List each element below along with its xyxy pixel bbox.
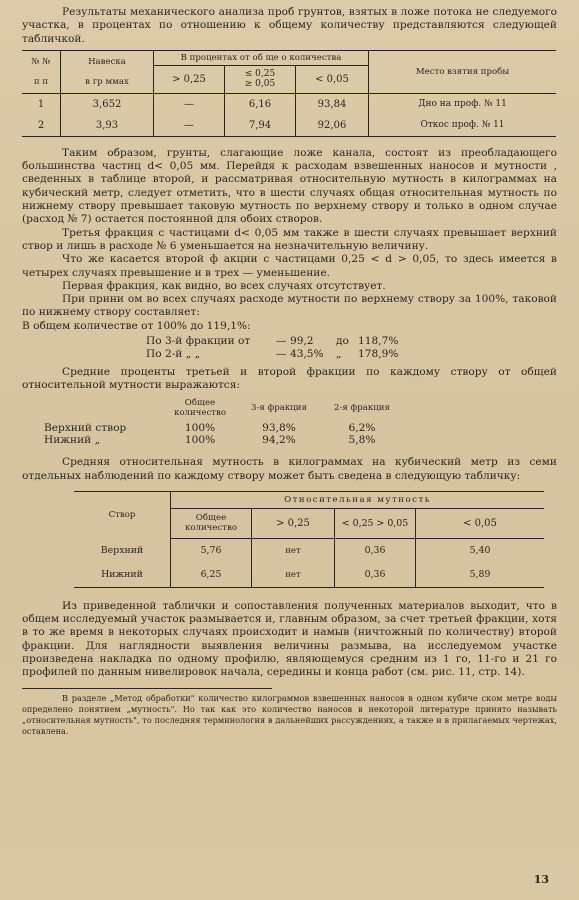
t3-col-stvor: Створ <box>108 510 136 521</box>
table-row: Верхний створ 100% 93,8% 6,2% <box>44 422 376 435</box>
fraction-range-row: По 2-й „ „ — 43,5% „ 178,9% <box>146 348 399 361</box>
paragraph-grounds: Таким образом, грунты, слагающие ложе канала, состоят из преобладающего большинства частиц d< 0,05 мм. Перейдя к расходам взвешенных наносов и мутности , сведенных в таблице второй, и рассматривая относительную мутность в килограммах на кубический метр, следует отметить, что в шести случаях общая относительная мутность по нижнему створу превышает таковую мутность по верхнему створу и только в одном случае (расход № 7) остается постоянной для обоих створов. <box>22 146 557 226</box>
t1-col-group: В процентах от об ще о количества <box>154 50 369 65</box>
t3-col-group: Относительная мутность <box>171 491 545 508</box>
soil-analysis-table <box>22 50 556 137</box>
footnote-divider <box>22 688 272 689</box>
table-row: 2 3,93 — 7,94 92,06 Откос проф. № 11 <box>22 115 556 137</box>
paragraph-second-fraction: Что же касается второй ф акции с частицами 0,25 < d > 0,05, то здесь имеется в четырех случаях превышение и в трех — уменьшение. <box>22 253 557 279</box>
paragraph-relative-turbidity: Средняя относительная мутность в килограммах на кубический метр из семи отдельных наблюдений по каждому створу может быть сведена в следующую табличку: <box>22 456 557 482</box>
table-row: Верхний 5,76 нет 0,36 5,40 <box>74 538 544 563</box>
intro-paragraph: Результаты механического анализа проб грунтов, взятых в ложе потока не следуемого участка, в процентах по отношению к общему количеству представляются следующей табличкой. <box>22 6 557 45</box>
t1-col-place: Место взятия пробы <box>369 50 557 93</box>
t1-col-weight: Навеска в гр ммах <box>61 50 154 93</box>
table-row: Нижний 6,25 нет 0,36 5,89 <box>74 563 544 588</box>
fraction-range-row: По 3-й фракции от — 99,2 до 118,7% <box>146 335 399 348</box>
t1-col-mid: ≤ 0,25 ≥ 0,05 <box>225 65 296 93</box>
paragraph-conclusion: Из приведенной таблички и сопоставления полученных материалов выходит, что в общем исследуемый участок размывается и, главным образом, за счет третьей фракции, хотя в то же время в некоторых случаях происходит и намыв (ничтожный по количеству) второй фракции. Для наглядности выявления величины размыва, на исследуемом участке произведена накладка по одному профилю, являющемуся средним из 1 го, 11-го и 21 го профилей по данным нивелировок начала, середины и конца работ (см. рис. 11, стр. 14). <box>22 599 557 679</box>
fraction-percent-table: Общее количество 3-я фракция 2-я фракция Верхний створ 100% 93,8% 6,2% Нижний „ 100% 94,2% 5,8% <box>44 398 402 446</box>
t3-col-lt: < 0,05 <box>416 508 545 538</box>
fraction-ranges <box>146 335 557 362</box>
relative-turbidity-table <box>74 491 544 588</box>
t3-col-mid: < 0,25 > 0,05 <box>335 508 416 538</box>
table-row: Нижний „ 100% 94,2% 5,8% <box>44 434 376 447</box>
paragraph-average-percent: Средние проценты третьей и второй фракции по каждому створу от общей относительной мутности выражаются: <box>22 365 557 391</box>
t3-col-gt: > 0,25 <box>252 508 335 538</box>
paragraph-first-fraction: Первая фракция, как видно, во всех случаях отсутствует. <box>62 279 386 292</box>
t3-col-total: Общее количество <box>171 508 252 538</box>
paragraph-total-range: В общем количестве от 100% до 119,1%: <box>22 319 251 332</box>
t1-col-number: № № п п <box>22 50 61 93</box>
footnote: В разделе „Метод обработки" количество килограммов взвешенных наносов в одном кубиче ском метре воды определено понятием „мутность". Но так как это количество наносов в некоторой литературе принято называть „относительная мутность", то последняя терминология в дальнейших рассуждениях, а также и в прилагаемых чертежах, оставлена. <box>22 692 557 736</box>
paragraph-third-fraction: Третья фракция с частицами d< 0,05 мм также в шести случаях превышает верхний створ и лишь в расходе № 6 уменьшается на незначительную величину. <box>22 226 557 252</box>
paragraph-turbidity-ratio: При прини ом во всех случаях расходе мутности по верхнему створу за 100%, таковой по нижнему створу составляет: <box>22 293 557 319</box>
t1-col-gt: > 0,25 <box>154 65 225 93</box>
page-number: 13 <box>533 873 549 886</box>
t1-col-lt: < 0,05 <box>296 65 369 93</box>
table-row: 1 3,652 — 6,16 93,84 Дно на проф. № 11 <box>22 93 556 115</box>
